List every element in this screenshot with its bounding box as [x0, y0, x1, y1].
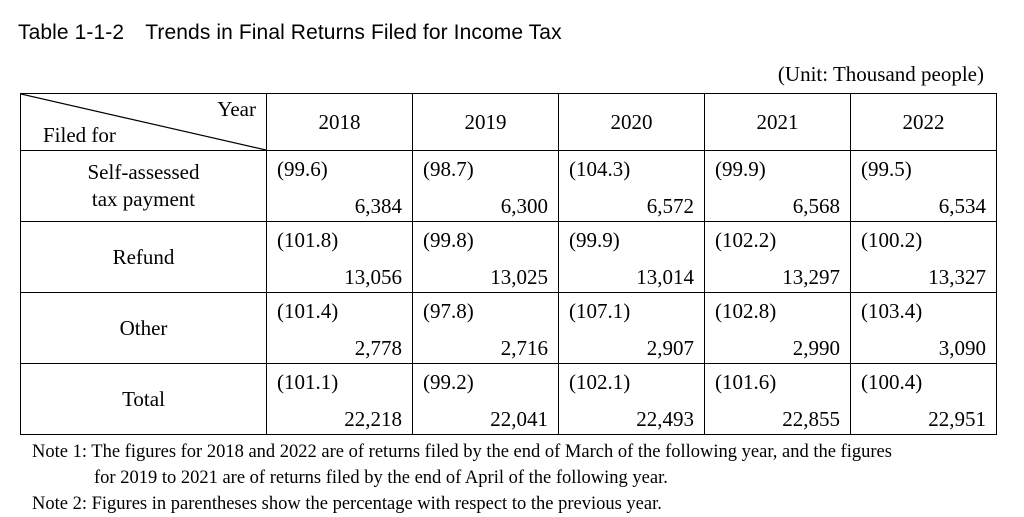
table-row-self-assessed — [21, 151, 997, 222]
percentage-value: (99.8) — [423, 228, 474, 252]
table-cell — [705, 364, 851, 435]
table-cell — [267, 151, 413, 222]
year-header-2022: 2022 — [851, 94, 997, 151]
count-value: 2,716 — [500, 336, 548, 360]
table-cell — [267, 364, 413, 435]
row-label-line: Refund — [112, 244, 175, 269]
row-label-line: Other — [119, 315, 168, 340]
row-label-total — [21, 364, 267, 435]
table-cell — [851, 293, 997, 364]
percentage-value: (99.5) — [861, 157, 912, 181]
count-value: 22,951 — [928, 407, 986, 431]
row-label-self-assessed — [21, 151, 267, 222]
percentage-value: (101.4) — [277, 299, 339, 323]
percentage-value: (99.9) — [715, 157, 766, 181]
year-header-2018: 2018 — [267, 94, 413, 151]
row-label-line: Self-assessed — [87, 160, 200, 184]
count-value: 13,025 — [490, 265, 548, 289]
percentage-value: (100.2) — [861, 228, 923, 252]
count-value: 13,297 — [782, 265, 840, 289]
percentage-value: (101.8) — [277, 228, 339, 252]
table-cell — [559, 364, 705, 435]
table-cell — [267, 222, 413, 293]
table-row-other — [21, 293, 997, 364]
count-value: 6,384 — [354, 194, 402, 218]
percentage-value: (100.4) — [861, 370, 923, 394]
unit-label: (Unit: Thousand people) — [777, 62, 984, 86]
header-row — [21, 94, 997, 151]
table-row-total — [21, 364, 997, 435]
percentage-value: (103.4) — [861, 299, 923, 323]
percentage-value: (107.1) — [569, 299, 631, 323]
count-value: 6,568 — [792, 194, 840, 218]
table-cell — [413, 151, 559, 222]
table-cell — [851, 364, 997, 435]
table-cell — [413, 293, 559, 364]
percentage-value: (99.6) — [277, 157, 328, 181]
count-value: 6,534 — [938, 194, 986, 218]
count-value: 13,056 — [344, 265, 402, 289]
table-row-refund — [21, 222, 997, 293]
row-label-other — [21, 293, 267, 364]
percentage-value: (102.8) — [715, 299, 777, 323]
table-cell — [851, 151, 997, 222]
filed-for-axis-label: Filed for — [43, 123, 116, 147]
table-cell — [559, 293, 705, 364]
table-cell — [267, 293, 413, 364]
count-value: 2,990 — [792, 336, 840, 360]
table-cell — [705, 222, 851, 293]
count-value: 22,041 — [490, 407, 548, 431]
table-cell — [851, 222, 997, 293]
row-label-refund — [21, 222, 267, 293]
percentage-value: (101.1) — [277, 370, 339, 394]
percentage-value: (102.2) — [715, 228, 777, 252]
table-cell — [705, 293, 851, 364]
count-value: 13,014 — [636, 265, 694, 289]
row-label-line: tax payment — [91, 187, 196, 211]
count-value: 22,855 — [782, 407, 840, 431]
note-2: Note 2: Figures in parentheses show the percentage with respect to the previous year. — [32, 494, 662, 514]
percentage-value: (102.1) — [569, 370, 631, 394]
table-cell — [559, 151, 705, 222]
year-header-2020: 2020 — [559, 94, 705, 151]
percentage-value: (101.6) — [715, 370, 777, 394]
percentage-value: (98.7) — [423, 157, 474, 181]
year-axis-label: Year — [217, 97, 256, 121]
income-tax-returns-table — [20, 93, 997, 435]
table-title: Table 1-1-2 Trends in Final Returns Filed for Income Tax — [18, 21, 562, 44]
percentage-value: (97.8) — [423, 299, 474, 323]
percentage-value: (99.9) — [569, 228, 620, 252]
count-value: 2,907 — [646, 336, 694, 360]
count-value: 13,327 — [928, 265, 986, 289]
note-1-line-2: for 2019 to 2021 are of returns filed by the end of April of the following year. — [94, 468, 668, 488]
year-header-2019: 2019 — [413, 94, 559, 151]
count-value: 6,300 — [500, 194, 548, 218]
table-cell — [705, 151, 851, 222]
year-header-2021: 2021 — [705, 94, 851, 151]
table-cell — [413, 364, 559, 435]
corner-header-cell — [21, 94, 267, 151]
count-value: 3,090 — [938, 336, 986, 360]
notes — [32, 439, 892, 517]
count-value: 6,572 — [646, 194, 694, 218]
row-label-line: Total — [122, 386, 165, 411]
count-value: 22,218 — [344, 407, 402, 431]
count-value: 22,493 — [636, 407, 694, 431]
count-value: 2,778 — [354, 336, 402, 360]
percentage-value: (99.2) — [423, 370, 474, 394]
percentage-value: (104.3) — [569, 157, 631, 181]
table-cell — [559, 222, 705, 293]
note-1-line-1: Note 1: The figures for 2018 and 2022 are of returns filed by the end of March of the following year, and the figures — [32, 442, 892, 462]
table-cell — [413, 222, 559, 293]
